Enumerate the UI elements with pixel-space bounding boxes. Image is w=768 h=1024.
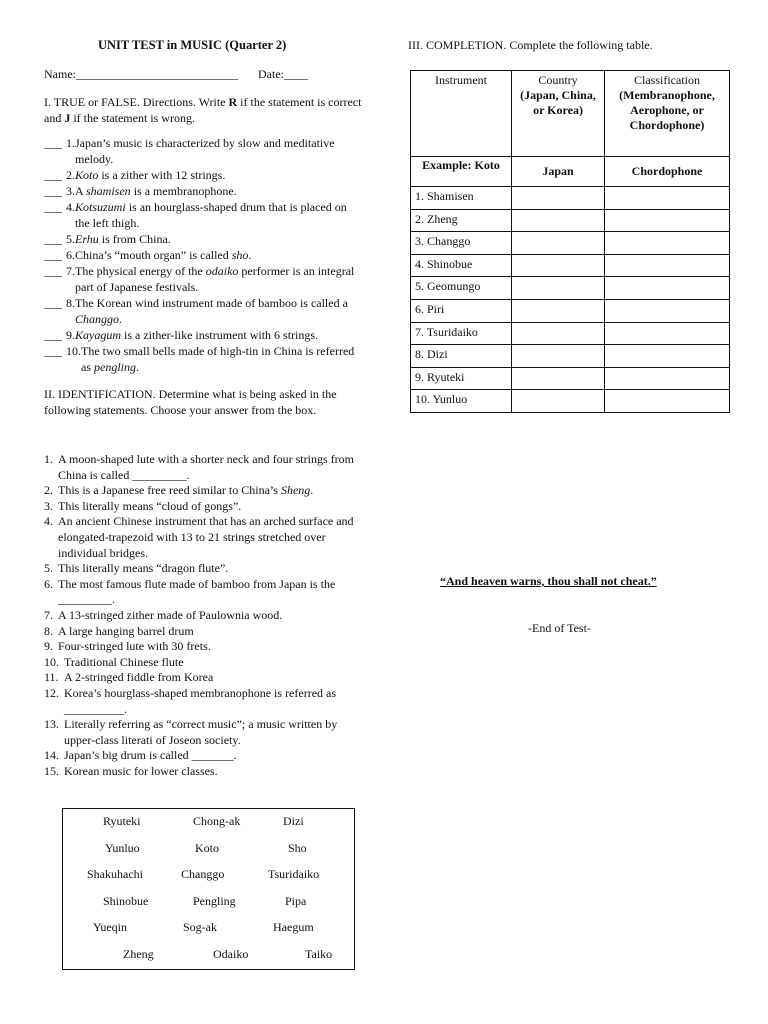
identification-item xyxy=(44,483,364,499)
item-number: 15. xyxy=(44,763,59,778)
item-number: 11. xyxy=(44,670,59,685)
item-text: The two small bells made of high-tin in China is referred as pengling. xyxy=(81,344,355,374)
section1-heading: I. TRUE or FALSE. Directions. Write R if the statement is correct and J if the statement is wrong. xyxy=(44,95,362,125)
classification-answer-cell[interactable] xyxy=(605,254,730,277)
answer-choice: Koto xyxy=(195,840,219,855)
answer-choice: Ryuteki xyxy=(103,814,141,828)
item-number: 13. xyxy=(44,717,59,732)
table-row xyxy=(411,254,730,277)
classification-answer-cell[interactable] xyxy=(605,345,730,368)
item-text: The physical energy of the odaiko performer is an integral part of Japanese festivals. xyxy=(75,264,355,294)
answer-blank[interactable]: ___ xyxy=(44,232,62,246)
answer-choice: Tsuridaiko xyxy=(268,867,320,881)
date-field-label: Date:____ xyxy=(258,67,308,81)
item-number: 4. xyxy=(44,514,53,529)
identification-item xyxy=(44,499,364,515)
identification-item xyxy=(44,608,364,624)
country-answer-cell[interactable] xyxy=(512,187,605,210)
identification-item xyxy=(44,717,364,748)
table-row xyxy=(411,345,730,368)
instrument-cell: 7. Tsuridaiko xyxy=(411,322,512,345)
country-answer-cell[interactable] xyxy=(512,232,605,255)
answer-blank[interactable]: ___ xyxy=(44,168,62,182)
item-number: 12. xyxy=(44,685,59,700)
answer-choice: Chong-ak xyxy=(193,814,241,828)
classification-answer-cell[interactable] xyxy=(605,322,730,345)
answer-choice: Yunluo xyxy=(105,840,140,855)
item-number: 6. xyxy=(44,576,53,591)
section3-heading: III. COMPLETION. Complete the following table. xyxy=(408,38,653,52)
item-number: 9. xyxy=(44,639,53,654)
item-number: 5. xyxy=(66,232,75,246)
item-number: 10. xyxy=(66,344,81,358)
identification-item xyxy=(44,686,364,717)
tf-item xyxy=(44,247,364,263)
classification-answer-cell[interactable] xyxy=(605,390,730,413)
item-number: 1. xyxy=(44,452,53,466)
answer-choice: Shinobue xyxy=(103,893,149,908)
instrument-cell: 2. Zheng xyxy=(411,209,512,232)
country-answer-cell[interactable] xyxy=(512,345,605,368)
item-text: Four-stringed lute with 30 frets. xyxy=(58,639,211,654)
tf-item xyxy=(44,231,364,247)
answer-choice: Taiko xyxy=(305,946,333,961)
true-false-list xyxy=(44,135,364,375)
item-text: The most famous flute made of bamboo from Japan is the _________. xyxy=(58,576,336,607)
header-classification: Classification (Membranophone, Aerophone, or Chordophone) xyxy=(605,71,730,157)
example-country: Japan xyxy=(512,157,605,187)
tf-item xyxy=(44,183,364,199)
item-text: Korea’s hourglass-shaped membranophone is referred as __________. xyxy=(64,685,337,716)
country-answer-cell[interactable] xyxy=(512,299,605,322)
completion-table xyxy=(410,70,730,413)
item-text: Japan’s big drum is called _______. xyxy=(64,748,237,763)
answer-choice: Zheng xyxy=(123,946,154,961)
identification-item xyxy=(44,577,364,608)
classification-answer-cell[interactable] xyxy=(605,367,730,390)
answer-blank[interactable]: ___ xyxy=(44,200,62,214)
table-row xyxy=(411,277,730,300)
item-text: China’s “mouth organ” is called sho. xyxy=(75,248,252,262)
item-number: 8. xyxy=(66,296,75,310)
table-header-row xyxy=(411,71,730,157)
item-number: 3. xyxy=(66,184,75,198)
item-text: Traditional Chinese flute xyxy=(64,654,184,669)
item-text: A moon-shaped lute with a shorter neck and four strings from China is called _________. xyxy=(58,452,354,482)
instrument-cell: 9. Ryuteki xyxy=(411,367,512,390)
header-country: Country (Japan, China, or Korea) xyxy=(512,71,605,157)
item-number: 5. xyxy=(44,561,53,576)
quote-text: “And heaven warns, thou shall not cheat.” xyxy=(440,574,657,588)
tf-item xyxy=(44,167,364,183)
identification-item xyxy=(44,748,364,764)
example-classification: Chordophone xyxy=(605,157,730,187)
answer-choice: Pipa xyxy=(285,893,307,908)
item-number: 7. xyxy=(66,264,75,278)
item-number: 8. xyxy=(44,623,53,638)
tf-item xyxy=(44,263,364,295)
identification-item xyxy=(44,764,364,780)
name-field-label: Name:___________________________ xyxy=(44,67,238,81)
item-number: 1. xyxy=(66,136,75,150)
item-number: 6. xyxy=(66,248,75,262)
answer-blank[interactable]: ___ xyxy=(44,248,62,262)
tf-item xyxy=(44,327,364,343)
table-row xyxy=(411,187,730,210)
identification-item xyxy=(44,624,364,640)
item-text: This literally means “cloud of gongs”. xyxy=(58,498,242,513)
country-answer-cell[interactable] xyxy=(512,367,605,390)
item-number: 2. xyxy=(66,168,75,182)
answer-choice: Odaiko xyxy=(213,946,249,961)
table-example-row xyxy=(411,157,730,187)
end-of-test: -End of Test- xyxy=(528,621,591,635)
example-instrument: Example: Koto xyxy=(411,157,512,187)
answer-choice: Dizi xyxy=(283,814,304,828)
item-text: An ancient Chinese instrument that has an arched surface and elongated-trapezoid with 13 to 21 strings stretched over individual bridges. xyxy=(58,514,354,560)
country-answer-cell[interactable] xyxy=(512,322,605,345)
answer-choice: Sog-ak xyxy=(183,920,217,934)
table-row xyxy=(411,232,730,255)
tf-item xyxy=(44,295,364,327)
item-number: 10. xyxy=(44,654,59,669)
j-letter: J xyxy=(64,111,71,125)
instrument-cell: 6. Piri xyxy=(411,299,512,322)
instrument-cell: 5. Geomungo xyxy=(411,277,512,300)
tf-item xyxy=(44,135,364,167)
answer-choice: Changgo xyxy=(181,867,225,881)
instrument-cell: 3. Changgo xyxy=(411,232,512,255)
instrument-cell: 10. Yunluo xyxy=(411,390,512,413)
instrument-cell: 1. Shamisen xyxy=(411,187,512,210)
tf-item xyxy=(44,199,364,231)
identification-item xyxy=(44,655,364,671)
answer-blank[interactable]: ___ xyxy=(44,328,62,342)
item-number: 14. xyxy=(44,748,59,763)
answer-choice: Pengling xyxy=(193,893,236,908)
identification-item xyxy=(44,514,364,561)
answer-choice: Sho xyxy=(288,840,307,855)
item-number: 4. xyxy=(66,200,75,214)
country-answer-cell[interactable] xyxy=(512,277,605,300)
item-number: 3. xyxy=(44,498,53,513)
classification-answer-cell[interactable] xyxy=(605,209,730,232)
answer-choice: Yueqin xyxy=(93,920,127,934)
country-answer-cell[interactable] xyxy=(512,254,605,277)
item-text: This literally means “dragon flute”. xyxy=(58,561,229,576)
table-row xyxy=(411,390,730,413)
identification-list xyxy=(44,452,364,779)
instrument-cell: 4. Shinobue xyxy=(411,254,512,277)
answer-choice: Haegum xyxy=(273,920,314,934)
item-text: A shamisen is a membranophone. xyxy=(75,184,237,198)
item-text: Koto is a zither with 12 strings. xyxy=(75,168,226,182)
table-row xyxy=(411,322,730,345)
item-text: Japan’s music is characterized by slow and meditative melody. xyxy=(75,136,335,166)
item-text: The Korean wind instrument made of bamboo is called a Changgo. xyxy=(75,296,348,326)
tf-item xyxy=(44,343,364,375)
r-letter: R xyxy=(228,95,238,109)
classification-answer-cell[interactable] xyxy=(605,277,730,300)
answer-blank[interactable]: ___ xyxy=(44,296,62,310)
item-number: 9. xyxy=(66,328,75,342)
header-instrument: Instrument xyxy=(411,71,512,157)
identification-item xyxy=(44,561,364,577)
item-text: A 13-stringed zither made of Paulownia wood. xyxy=(58,607,283,622)
item-text: Erhu is from China. xyxy=(75,232,171,246)
instrument-cell: 8. Dizi xyxy=(411,345,512,368)
item-text: A 2-stringed fiddle from Korea xyxy=(64,670,214,685)
classification-answer-cell[interactable] xyxy=(605,232,730,255)
item-number: 2. xyxy=(44,483,53,498)
table-row xyxy=(411,209,730,232)
test-title: UNIT TEST in MUSIC (Quarter 2) xyxy=(98,38,287,52)
item-text: Kayagum is a zither-like instrument with 6 strings. xyxy=(75,328,319,342)
answer-blank[interactable]: ___ xyxy=(44,136,62,150)
item-text: A large hanging barrel drum xyxy=(58,623,194,638)
answer-choices-box xyxy=(62,808,355,970)
section2-heading: II. IDENTIFICATION. Determine what is being asked in the following statements. Choose your answer from the box. xyxy=(44,387,337,417)
answer-blank[interactable]: ___ xyxy=(44,344,62,358)
table-row xyxy=(411,299,730,322)
answer-blank[interactable]: ___ xyxy=(44,264,62,278)
item-text: Korean music for lower classes. xyxy=(64,763,218,778)
country-answer-cell[interactable] xyxy=(512,390,605,413)
identification-item xyxy=(44,639,364,655)
item-text: This is a Japanese free reed similar to China’s Sheng. xyxy=(58,483,314,498)
item-number: 7. xyxy=(44,607,53,622)
item-text: Kotsuzumi is an hourglass-shaped drum that is placed on the left thigh. xyxy=(75,200,347,230)
table-row xyxy=(411,367,730,390)
answer-choice: Shakuhachi xyxy=(87,867,143,881)
classification-answer-cell[interactable] xyxy=(605,187,730,210)
identification-item xyxy=(44,670,364,686)
answer-blank[interactable]: ___ xyxy=(44,184,62,198)
classification-answer-cell[interactable] xyxy=(605,299,730,322)
item-text: Literally referring as “correct music”; a music written by upper-class literati of Joseon society. xyxy=(64,717,338,747)
country-answer-cell[interactable] xyxy=(512,209,605,232)
identification-item xyxy=(44,452,364,483)
